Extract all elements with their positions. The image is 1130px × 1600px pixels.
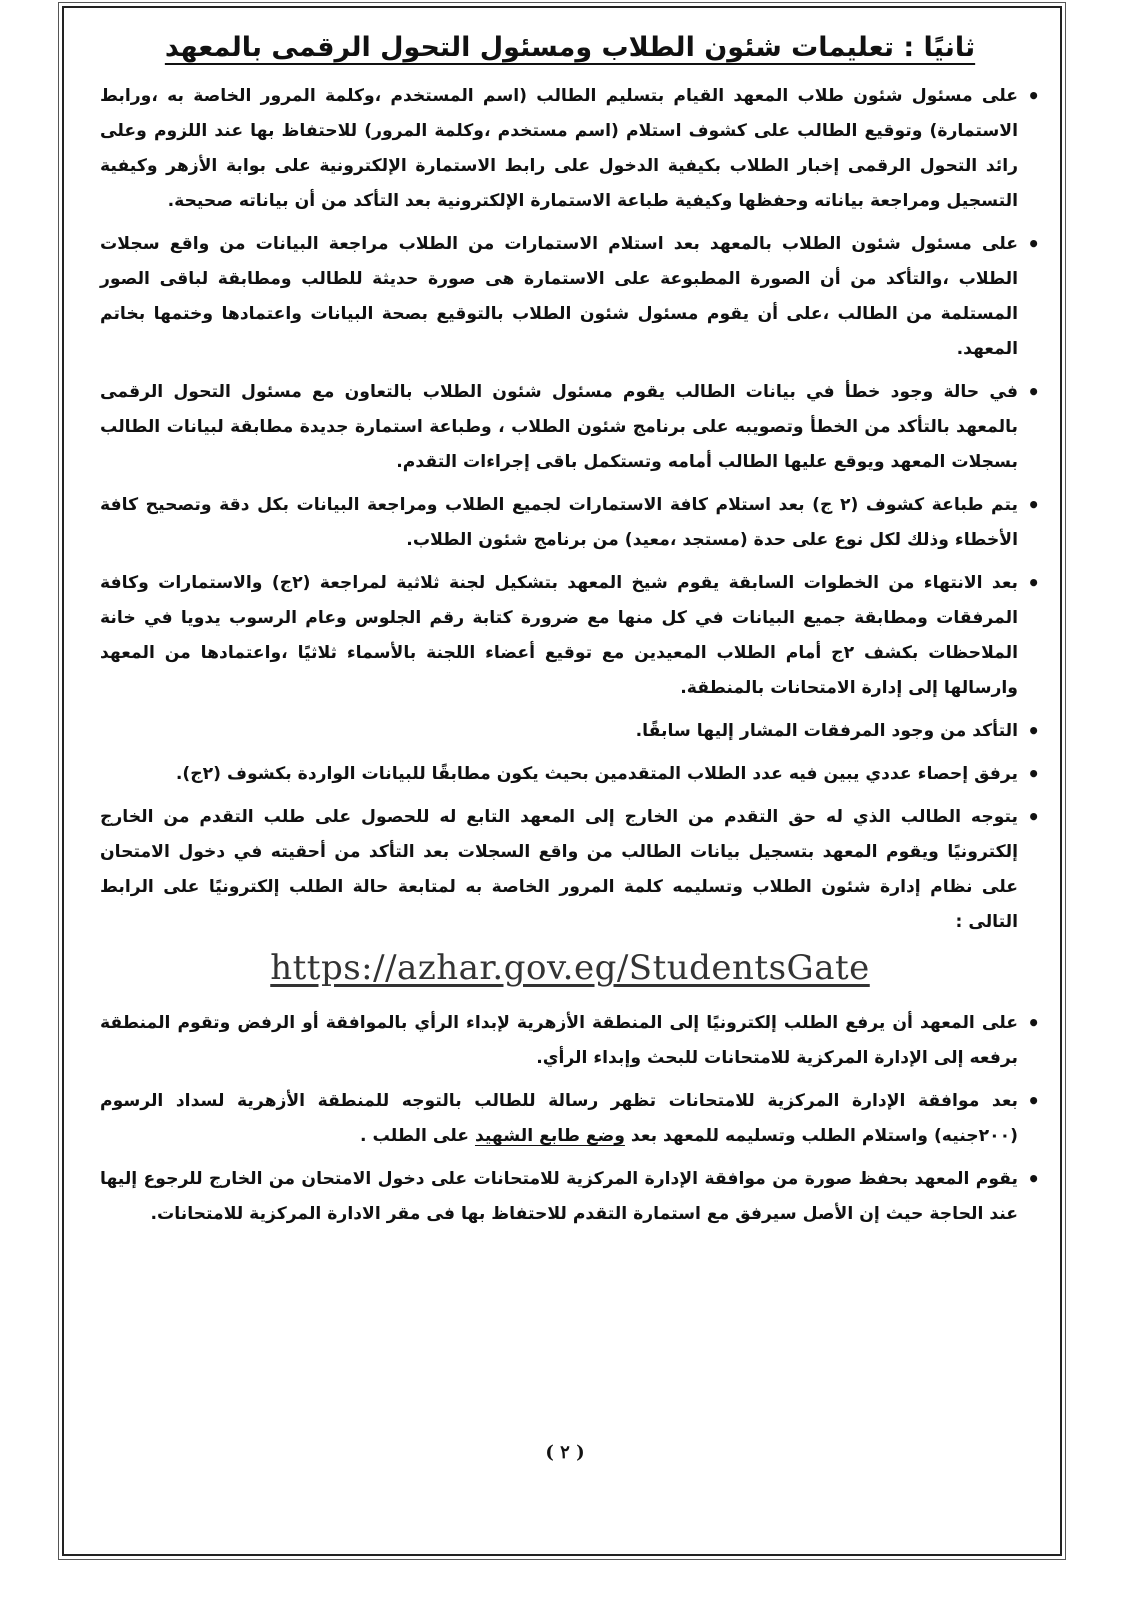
list-item: • على مسئول شئون طلاب المعهد القيام بتسليم الطالب (اسم المستخدم ،وكلمة المرور الخاصة به ،ورابط الاستمارة) وتوقيع الطالب على كشوف استلام (اسم مستخدم ،وكلمة المرور) للاحتفاظ بها عند اللزوم وعلى رائد التحول الرقمى إخبار الطلاب بكيفية الدخول على رابط الاستمارة الإلكترونية على بوابة الأزهر وكيفية التسجيل ومراجعة بياناته وحفظها وكيفية طباعة الاستمارة الإلكترونية بعد التأكد من أن بياناته صحيحة. xyxy=(100,79,1040,219)
page-title: ثانيًا : تعليمات شئون الطلاب ومسئول التحول الرقمى بالمعهد xyxy=(164,32,976,63)
list-item: • التأكد من وجود المرفقات المشار إليها سابقًا. xyxy=(100,714,1040,749)
list-item: • يتم طباعة كشوف (٢ ج) بعد استلام كافة الاستمارات لجميع الطلاب ومراجعة البيانات بكل دقة وتصحيح كافة الأخطاء وذلك لكل نوع على حدة (مستجد ،معيد) من برنامج شئون الطلاب. xyxy=(100,488,1040,558)
list-item: • على مسئول شئون الطلاب بالمعهد بعد استلام الاستمارات من الطلاب مراجعة البيانات من واقع سجلات الطلاب ،والتأكد من أن الصورة المطبوعة على الاستمارة هى صورة حديثة للطالب ومطابقة لباقى الصور المستلمة من الطالب ،على أن يقوم مسئول شئون الطلاب بالتوقيع بصحة البيانات واعتمادها وختمها بخاتم المعهد. xyxy=(100,227,1040,367)
list-item: • بعد الانتهاء من الخطوات السابقة يقوم شيخ المعهد بتشكيل لجنة ثلاثية لمراجعة (٢ج) والاستمارات وكافة المرفقات ومطابقة جميع البيانات في كل منها مع ضرورة كتابة رقم الجلوس وعام الرسوب يدويا في خانة الملاحظات بكشف ٢ج أمام الطلاب المعيدين مع توقيع أعضاء اللجنة بالأسماء ثلاثيًا ،واعتمادها من المعهد وارسالها إلى إدارة الامتحانات بالمنطقة. xyxy=(100,566,1040,706)
list-item: • في حالة وجود خطأ في بيانات الطالب يقوم مسئول شئون الطلاب بالتعاون مع مسئول التحول الرقمى بالمعهد بالتأكد من الخطأ وتصويبه على برنامج شئون الطلاب ، وطباعة استمارة جديدة مطابقة لبيانات الطالب بسجلات المعهد ويوقع عليها الطالب أمامه وتستكمل باقى إجراءات التقدم. xyxy=(100,375,1040,480)
list-item: • يرفق إحصاء عددي يبين فيه عدد الطلاب المتقدمين بحيث يكون مطابقًا للبيانات الواردة بكشوف (٢ج). xyxy=(100,757,1040,792)
list-item: • يتوجه الطالب الذي له حق التقدم من الخارج إلى المعهد التابع له للحصول على طلب التقدم من الخارج إلكترونيًا ويقوم المعهد بتسجيل بيانات الطالب من واقع السجلات بعد التأكد من أحقيته في دخول الامتحان على نظام إدارة شئون الطلاب وتسليمه كلمة المرور الخاصة به لمتابعة حالة الطلب إلكترونيًا على الرابط التالى : xyxy=(100,800,1040,940)
page-number: ( ٢ ) xyxy=(545,1442,585,1463)
martyr-stamp-text: وضع طابع الشهيد xyxy=(474,1126,625,1146)
list-item-fees xyxy=(100,1084,1040,1154)
list-item: • على المعهد أن يرفع الطلب إلكترونيًا إلى المنطقة الأزهرية لإبداء الرأي بالموافقة أو الرفض وتقوم المنطقة برفعه إلى الإدارة المركزية للامتحانات للبحث وإبداء الرأي. xyxy=(100,1006,1040,1076)
instructions-list xyxy=(100,79,1040,940)
students-gate-link[interactable]: https://azhar.gov.eg/StudentsGate xyxy=(270,948,870,988)
document-body xyxy=(100,28,1040,1468)
fee-text-part1: بعد موافقة الإدارة المركزية للامتحانات تظهر رسالة للطالب بالتوجه للمنطقة الأزهرية لسداد الرسوم (٢٠٠جنيه) واستلام الطلب وتسليمه للمعهد بعد xyxy=(100,1091,1018,1146)
instructions-list-continued xyxy=(100,1006,1040,1232)
list-item: • يقوم المعهد بحفظ صورة من موافقة الإدارة المركزية للامتحانات على دخول الامتحان من الخارج للرجوع إليها عند الحاجة حيث إن الأصل سيرفق مع استمارة التقدم للاحتفاظ بها فى مقر الادارة المركزية للامتحانات. xyxy=(100,1162,1040,1232)
fee-text-part2: على الطلب . xyxy=(360,1126,475,1146)
